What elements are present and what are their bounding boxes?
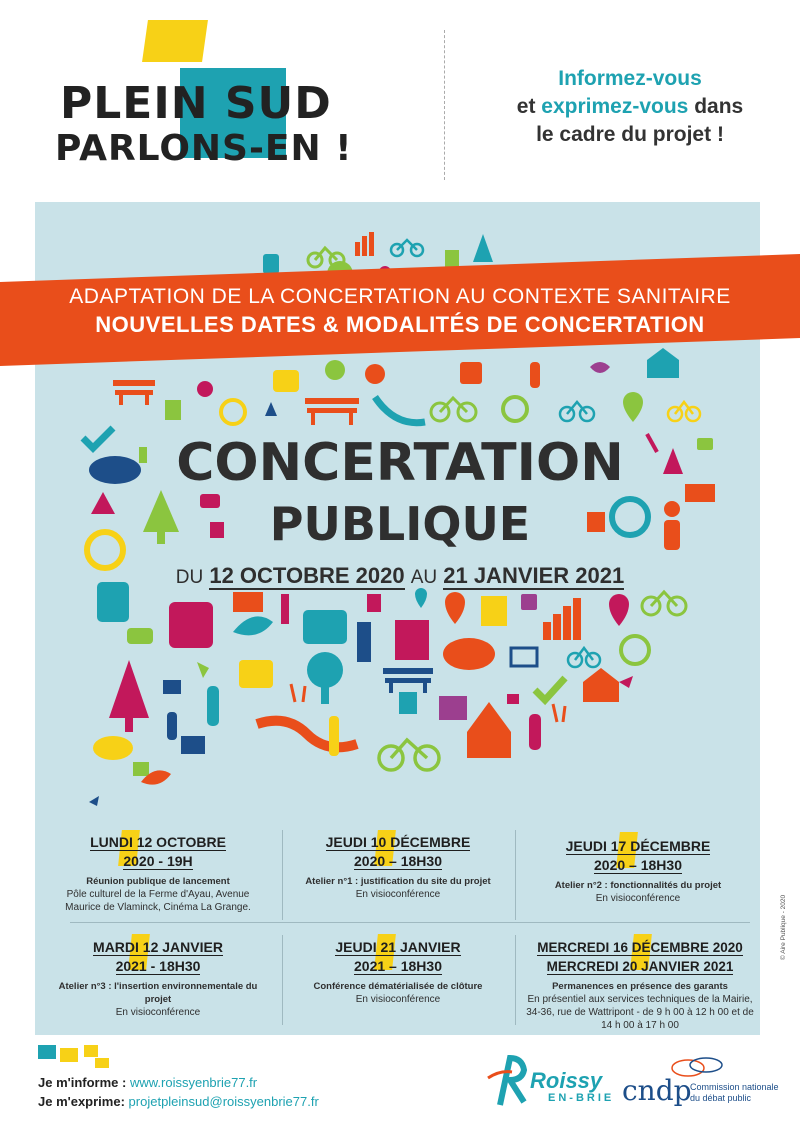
recycle-icon [503, 397, 527, 421]
column-divider [515, 830, 516, 920]
tree-icon [663, 448, 683, 474]
logo-yellow-shape [142, 20, 208, 62]
event-time: 2020 - 19H [123, 853, 193, 869]
event-date [48, 938, 268, 957]
tagline-line1: Informez-vous [558, 67, 702, 90]
bench-icon [113, 380, 155, 405]
checkmark-icon [83, 428, 113, 448]
tagline-line2 [470, 93, 790, 121]
tree-trunk-icon [321, 686, 329, 704]
circus-tent-icon [91, 492, 115, 514]
reed-icon [291, 684, 305, 702]
cndp-name: cndp [622, 1074, 692, 1107]
event-location: En visioconférence [115, 1007, 201, 1018]
event-time-row [528, 856, 748, 875]
bicycle-icon [391, 240, 423, 256]
deco-square [60, 1048, 78, 1062]
event-title: Conférence dématérialisée de clôture [313, 981, 483, 992]
bus-icon [197, 381, 213, 397]
bench-icon [305, 398, 359, 425]
river-icon [375, 397, 425, 423]
inform-label: Je m'informe : [38, 1075, 127, 1090]
chat-bubble-icon [239, 660, 273, 688]
event-date [528, 837, 748, 856]
person-icon [529, 714, 541, 750]
deco-square [38, 1045, 56, 1059]
event-title: Atelier n°1 : justification du site du projet [305, 876, 491, 887]
person-icon [207, 686, 219, 726]
event-time: 2020 – 18H30 [594, 857, 682, 873]
castle-icon [507, 694, 519, 704]
event-date [520, 938, 760, 957]
footer-inform [38, 1075, 257, 1090]
express-label: Je m'exprime: [38, 1094, 125, 1109]
date-start: 12 OCTOBRE 2020 [209, 563, 405, 588]
bicycle-icon [379, 740, 439, 770]
camera-icon [697, 438, 713, 450]
document-icon [395, 620, 429, 660]
person-icon [329, 716, 339, 756]
thumbs-up-icon [133, 762, 149, 776]
growth-chart-icon [355, 232, 374, 256]
car-icon [127, 628, 153, 644]
event-day: MARDI 12 JANVIER [93, 939, 223, 955]
event-location: En visioconférence [355, 994, 441, 1005]
date-end: 21 JANVIER 2021 [443, 563, 625, 588]
date-du: DU [175, 567, 204, 588]
bus-icon [273, 370, 299, 392]
logo-line2: PARLONS-EN ! [55, 128, 353, 169]
map-icon [181, 736, 205, 754]
bicycle-icon [642, 592, 686, 615]
event-location: Pôle culturel de la Ferme d'Ayau, Avenue Maurice de Vlaminck, Cinéma La Grange. [65, 889, 251, 913]
person-body-icon [664, 520, 680, 550]
banner-line2: NOUVELLES DATES & MODALITÉS DE CONCERTATION [95, 312, 705, 337]
bus-icon [521, 594, 537, 610]
person-icon [167, 712, 177, 740]
header-divider [444, 30, 445, 180]
bus-icon [460, 362, 482, 384]
document-icon [165, 400, 181, 420]
bicycle-icon [560, 402, 594, 421]
church-icon [467, 702, 511, 758]
banner-line1: ADAPTATION DE LA CONCERTATION AU CONTEXTE SANITAIRE [69, 285, 731, 308]
event-2 [288, 833, 508, 901]
bench-icon [383, 668, 433, 693]
event-day: LUNDI 12 OCTOBRE [90, 834, 226, 850]
event-time: MERCREDI 20 JANVIER 2021 [546, 959, 734, 974]
location-pin-icon [609, 594, 629, 626]
event-title: Atelier n°3 : l'insertion environnementale du projet [58, 981, 258, 1005]
roissy-sub: EN-BRIE [548, 1092, 615, 1104]
tree-icon [365, 364, 385, 384]
butterfly-icon [619, 676, 633, 688]
inform-link[interactable]: www.roissyenbrie77.fr [129, 1075, 258, 1090]
reed-icon [553, 704, 565, 722]
event-3 [528, 837, 748, 905]
tree-icon [307, 652, 343, 688]
tagline [470, 65, 790, 149]
lamp-post-icon [357, 622, 371, 662]
title-line2: PUBLIQUE [269, 497, 531, 551]
event-date [48, 833, 268, 852]
camera-icon [303, 610, 347, 644]
location-pin-icon [325, 360, 345, 380]
event-time-row [288, 957, 508, 976]
football-icon [93, 736, 133, 760]
butterfly-icon [590, 362, 610, 373]
event-title: Réunion publique de lancement [86, 876, 230, 887]
tagline-exprimez: exprimez-vous [541, 95, 689, 118]
event-date [288, 833, 508, 852]
location-pin-icon [445, 592, 465, 624]
column-divider [282, 935, 283, 1025]
recycle-icon [221, 400, 245, 424]
event-time-row [520, 957, 760, 976]
event-day: JEUDI 10 DÉCEMBRE [325, 834, 471, 850]
bicycle-icon [668, 402, 700, 421]
document-icon [399, 692, 417, 714]
row-divider [70, 922, 750, 923]
event-date [288, 938, 508, 957]
event-location: En présentiel aux services techniques de la Mairie, 34-36, rue de Wattripont - de 9 h 00 à 12 h 00 et de 14 h 00 à 17 h 00 [526, 994, 754, 1031]
map-icon [439, 696, 467, 720]
cndp-sub1: Commission nationale [690, 1082, 779, 1092]
tree-trunk-icon [125, 718, 133, 732]
event-location: En visioconférence [595, 893, 681, 904]
thumbs-up-icon [367, 594, 381, 612]
location-pin-icon [623, 392, 643, 422]
leaf-icon [233, 616, 273, 635]
tagline-dans: dans [688, 95, 744, 118]
event-time-row [288, 852, 508, 871]
event-5 [288, 938, 508, 1006]
football-icon [443, 638, 495, 670]
bicycle-icon [431, 398, 476, 421]
express-link[interactable]: projetpleinsud@roissyenbrie77.fr [128, 1094, 319, 1109]
event-day: JEUDI 17 DÉCEMBRE [565, 838, 711, 854]
event-time-row [48, 957, 268, 976]
location-pin-icon [415, 588, 427, 608]
event-4 [48, 938, 268, 1019]
footer-express [38, 1094, 319, 1109]
football-icon [89, 456, 141, 484]
event-title: Atelier n°2 : fonctionnalités du projet [554, 880, 722, 891]
cndp-subtitle [690, 1082, 779, 1104]
event-title: Permanences en présence des garants [552, 981, 728, 992]
thumbs-up-icon [263, 254, 279, 274]
river-icon [257, 721, 357, 748]
event-day: MERCREDI 16 DÉCEMBRE 2020 [537, 940, 743, 955]
logo-line1: PLEIN SUD [60, 78, 332, 129]
recycle-icon [612, 499, 648, 535]
event-time: 2021 - 18H30 [115, 958, 201, 974]
person-icon [281, 594, 289, 624]
checkmark-icon [535, 678, 565, 700]
column-divider [282, 830, 283, 920]
title-line1: CONCERTATION [176, 433, 624, 493]
event-time: 2021 – 18H30 [354, 958, 442, 974]
person-icon [664, 501, 680, 517]
date-range [100, 563, 700, 589]
school-icon [233, 592, 263, 612]
event-location: En visioconférence [355, 889, 441, 900]
event-1 [48, 833, 268, 914]
event-day: JEUDI 21 JANVIER [335, 939, 461, 955]
tagline-et: et [516, 95, 542, 118]
house-icon [647, 348, 679, 378]
tree-icon [473, 234, 493, 262]
event-6 [520, 938, 760, 1032]
deco-square [84, 1045, 98, 1057]
tree-icon [109, 660, 149, 718]
castle-icon [163, 680, 181, 694]
building-icon [481, 596, 507, 626]
house-icon [583, 668, 619, 702]
event-time: 2020 – 18H30 [354, 853, 442, 869]
school-icon [685, 484, 715, 502]
shopping-cart-icon [511, 648, 537, 666]
column-divider [515, 935, 516, 1025]
growth-chart-icon [543, 598, 581, 640]
bus-icon [169, 602, 213, 648]
credit-text: © Aire Publique - 2020 [780, 894, 787, 960]
leaf-icon [265, 402, 277, 416]
roissy-name: Roissy [530, 1068, 603, 1093]
tree-trunk-icon [157, 532, 165, 544]
bicycle-icon [568, 648, 600, 667]
butterfly-icon [197, 662, 209, 678]
date-au: AU [410, 567, 438, 588]
roissy-logo-icon [480, 1050, 530, 1110]
tagline-line3: le cadre du projet ! [536, 123, 724, 146]
event-time-row [48, 852, 268, 871]
butterfly-icon [89, 796, 99, 806]
cndp-sub2: du débat public [690, 1093, 752, 1103]
recycle-icon [621, 636, 649, 664]
person-icon [530, 362, 540, 388]
tree-icon [143, 490, 179, 532]
deco-square [95, 1058, 109, 1068]
